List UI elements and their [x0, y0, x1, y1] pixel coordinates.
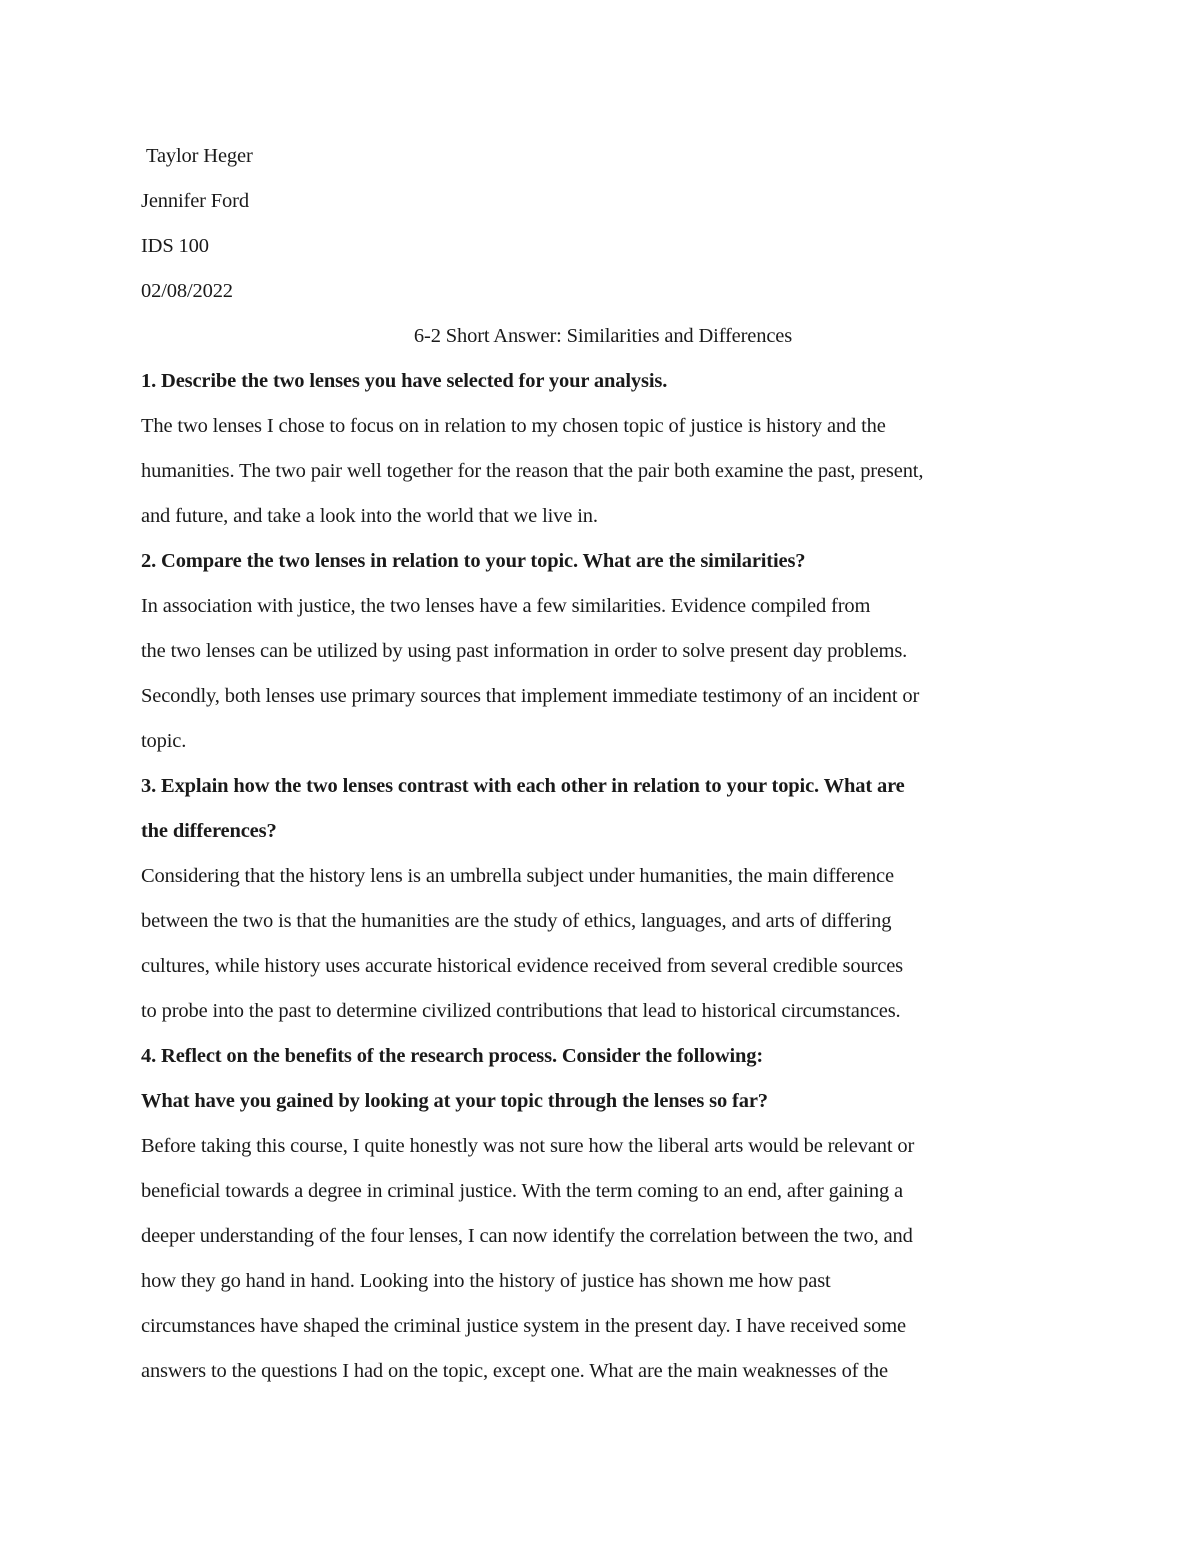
answer-3-line: between the two is that the humanities are the study of ethics, languages, and arts of differing	[141, 910, 892, 932]
answer-3-line: to probe into the past to determine civilized contributions that lead to historical circumstances.	[141, 1000, 901, 1022]
answer-3-line: Considering that the history lens is an umbrella subject under humanities, the main difference	[141, 865, 894, 887]
question-4-subquestion: What have you gained by looking at your topic through the lenses so far?	[141, 1090, 768, 1112]
document-date: 02/08/2022	[141, 280, 233, 302]
answer-2-line: In association with justice, the two lenses have a few similarities. Evidence compiled from	[141, 595, 871, 617]
document-body	[141, 134, 1071, 1394]
answer-2-line: topic.	[141, 730, 187, 752]
answer-4-line: beneficial towards a degree in criminal justice. With the term coming to an end, after gaining a	[141, 1180, 903, 1202]
answer-1-line: The two lenses I chose to focus on in relation to my chosen topic of justice is history and the	[141, 415, 886, 437]
answer-4-line: answers to the questions I had on the topic, except one. What are the main weaknesses of the	[141, 1360, 888, 1382]
instructor-name: Jennifer Ford	[141, 190, 249, 212]
question-2: 2. Compare the two lenses in relation to your topic. What are the similarities?	[141, 550, 806, 572]
question-4: 4. Reflect on the benefits of the research process. Consider the following:	[141, 1045, 764, 1067]
answer-1-line: humanities. The two pair well together for the reason that the pair both examine the past, present,	[141, 460, 924, 482]
answer-4-line: deeper understanding of the four lenses, I can now identify the correlation between the two, and	[141, 1225, 913, 1247]
answer-1-line: and future, and take a look into the world that we live in.	[141, 505, 598, 527]
answer-3-line: cultures, while history uses accurate historical evidence received from several credible sources	[141, 955, 903, 977]
answer-4-line: Before taking this course, I quite honestly was not sure how the liberal arts would be relevant or	[141, 1135, 915, 1157]
question-3: 3. Explain how the two lenses contrast with each other in relation to your topic. What are	[141, 775, 905, 797]
answer-2-line: the two lenses can be utilized by using past information in order to solve present day problems.	[141, 640, 908, 662]
question-3: the differences?	[141, 820, 277, 842]
answer-2-line: Secondly, both lenses use primary sources that implement immediate testimony of an incident or	[141, 685, 920, 707]
answer-4-line: how they go hand in hand. Looking into the history of justice has shown me how past	[141, 1270, 831, 1292]
question-1: 1. Describe the two lenses you have selected for your analysis.	[141, 370, 668, 392]
document-title: 6-2 Short Answer: Similarities and Differences	[413, 325, 793, 347]
student-name: Taylor Heger	[146, 145, 253, 167]
answer-4-line: circumstances have shaped the criminal justice system in the present day. I have received some	[141, 1315, 906, 1337]
course-code: IDS 100	[141, 235, 209, 257]
